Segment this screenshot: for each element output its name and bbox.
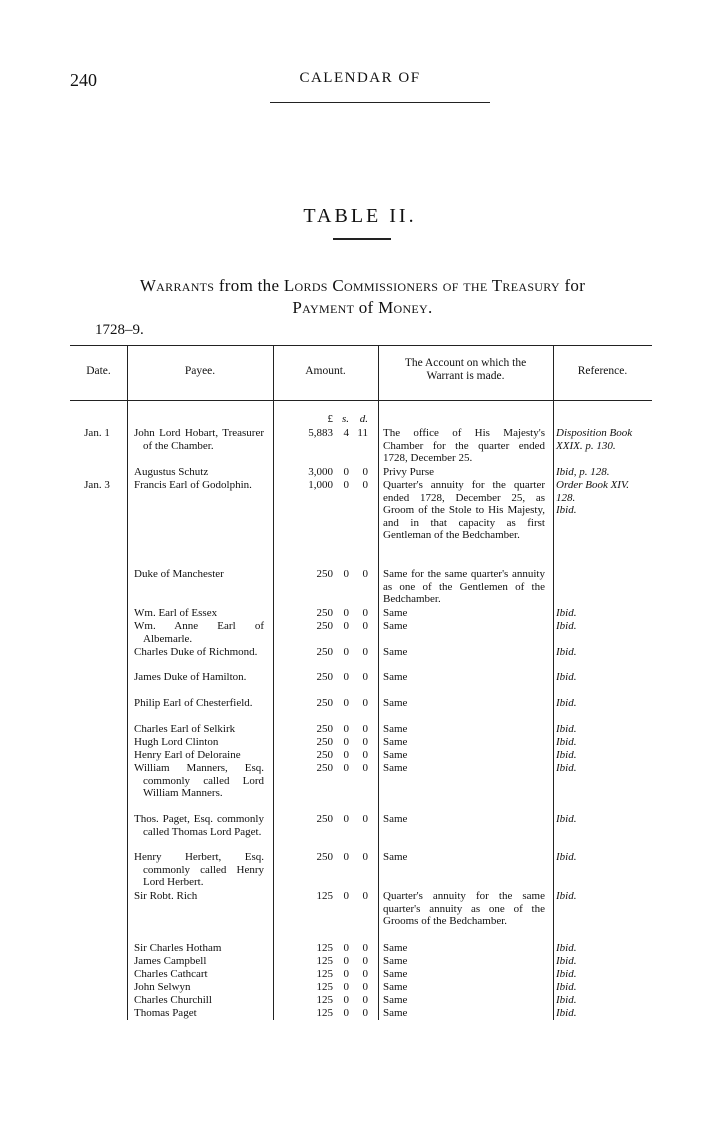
amount-shillings: 0	[343, 762, 349, 774]
payee-cell: Augustus Schutz	[134, 466, 209, 478]
payee-cell: Francis Earl of Godolphin.	[134, 479, 252, 491]
reference-cell: Ibid.	[556, 762, 577, 774]
account-cell: Same	[383, 1007, 408, 1019]
amount-pence: 0	[362, 620, 368, 632]
amount-pounds: 250	[316, 851, 333, 863]
running-head-rule	[270, 102, 490, 103]
unit-shillings: s.	[341, 413, 349, 425]
amount-pence: 0	[362, 736, 368, 748]
column-rule	[127, 345, 128, 1020]
amount-shillings: 0	[343, 723, 349, 735]
amount-pence: 0	[362, 955, 368, 967]
amount-pounds: 250	[316, 749, 333, 761]
amount-shillings: 0	[343, 942, 349, 954]
table-title-rule	[333, 238, 391, 240]
reference-cell: Ibid.	[556, 646, 577, 658]
amount-pounds: 125	[316, 1007, 333, 1019]
account-cell: Same	[383, 955, 408, 967]
reference-cell: Ibid.	[556, 723, 577, 735]
amount-pence: 0	[362, 762, 368, 774]
reference-cell: Ibid.	[556, 607, 577, 619]
amount-shillings: 0	[343, 890, 349, 902]
caption-for: for	[559, 276, 586, 295]
amount-shillings: 4	[343, 427, 349, 439]
amount-pounds: 250	[316, 762, 333, 774]
payee-cell: Hugh Lord Clinton	[134, 736, 219, 748]
amount-shillings: 0	[343, 607, 349, 619]
account-cell: Privy Purse	[383, 466, 435, 478]
account-cell: Same	[383, 942, 408, 954]
amount-pence: 0	[362, 1007, 368, 1019]
account-cell: Same	[383, 968, 408, 980]
payee-cell: Wm. Earl of Essex	[134, 607, 218, 619]
amount-pence: 0	[362, 851, 368, 863]
payee-cell: Duke of Manchester	[134, 568, 224, 580]
table-caption	[70, 275, 655, 319]
column-rule	[553, 345, 554, 1020]
page-number: 240	[70, 70, 97, 90]
amount-shillings: 0	[343, 646, 349, 658]
amount-shillings: 0	[343, 749, 349, 761]
payee-cell: Henry Herbert, Esq. commonly called Henry Lord Herbert.	[134, 851, 264, 889]
payee-cell: Charles Cathcart	[134, 968, 208, 980]
amount-pounds: 125	[316, 955, 333, 967]
account-cell: Same	[383, 723, 408, 735]
payee-cell: Thomas Paget	[134, 1007, 197, 1019]
amount-shillings: 0	[343, 620, 349, 632]
reference-cell: Ibid.	[556, 968, 577, 980]
date-cell: Jan. 3	[84, 479, 110, 491]
reference-cell: Ibid.	[556, 955, 577, 967]
amount-pounds: 250	[316, 813, 333, 825]
account-cell: Same	[383, 607, 408, 619]
amount-pence: 0	[362, 994, 368, 1006]
amount-pounds: 1,000	[308, 479, 333, 491]
amount-pence: 0	[362, 568, 368, 580]
amount-pounds: 250	[316, 723, 333, 735]
reference-cell: Ibid.	[556, 697, 577, 709]
reference-cell: Ibid.	[556, 994, 577, 1006]
header-reference: Reference.	[577, 365, 628, 377]
caption-lords: Lords Commissioners of the Treasury	[283, 276, 560, 295]
account-cell: Quarter's annuity for the quarter ended 1728, December 25, as Groom of the Stole to His Majesty, and in that capacity as first Gentleman of the Bedchamber.	[383, 479, 545, 542]
account-cell: Same	[383, 762, 408, 774]
amount-pence: 0	[362, 968, 368, 980]
amount-pounds: 125	[316, 942, 333, 954]
date-cell: Jan. 1	[84, 427, 110, 439]
reference-cell: Ibid.	[556, 851, 577, 863]
account-cell: Same	[383, 981, 408, 993]
amount-pounds: 250	[316, 671, 333, 683]
reference-cell: Ibid.	[556, 749, 577, 761]
account-cell: Same	[383, 671, 408, 683]
payee-cell: William Manners, Esq. commonly called Lord William Manners.	[134, 762, 264, 800]
reference-cell: Order Book XIV. 128. Ibid.	[556, 479, 630, 517]
amount-pence: 0	[362, 942, 368, 954]
reference-cell: Ibid.	[556, 890, 577, 902]
amount-pounds: 250	[316, 646, 333, 658]
amount-shillings: 0	[343, 697, 349, 709]
amount-pounds: 125	[316, 968, 333, 980]
account-cell: Same	[383, 620, 408, 632]
account-cell: Same	[383, 697, 408, 709]
reference-cell: Ibid.	[556, 1007, 577, 1019]
caption-warrants: Warrants	[139, 276, 215, 295]
reference-cell: Ibid.	[556, 981, 577, 993]
amount-pence: 0	[362, 646, 368, 658]
reference-cell: Ibid.	[556, 813, 577, 825]
amount-pence: 0	[362, 890, 368, 902]
amount-shillings: 0	[343, 955, 349, 967]
amount-pounds: 125	[316, 994, 333, 1006]
header-bottom-rule	[70, 400, 652, 401]
amount-pounds: 125	[316, 890, 333, 902]
account-cell: Same	[383, 813, 408, 825]
amount-pence: 0	[362, 813, 368, 825]
payee-cell: Henry Earl of Deloraine	[134, 749, 241, 761]
running-head: CALENDAR OF	[299, 70, 421, 86]
amount-shillings: 0	[343, 568, 349, 580]
amount-pence: 0	[362, 723, 368, 735]
year-label: 1728–9.	[95, 322, 144, 338]
reference-cell: Ibid.	[556, 620, 577, 632]
amount-pounds: 250	[316, 568, 333, 580]
payee-cell: Philip Earl of Chesterfield.	[134, 697, 253, 709]
header-payee: Payee.	[184, 365, 216, 377]
account-cell: Same for the same quarter's annuity as one of the Gentlemen of the Bedchamber.	[383, 568, 545, 606]
amount-pounds: 125	[316, 981, 333, 993]
payee-cell: Thos. Paget, Esq. commonly called Thomas Lord Paget.	[134, 813, 264, 838]
unit-pence: d.	[359, 413, 368, 425]
amount-shillings: 0	[343, 671, 349, 683]
amount-shillings: 0	[343, 466, 349, 478]
payee-cell: James Duke of Hamilton.	[134, 671, 247, 683]
amount-shillings: 0	[343, 994, 349, 1006]
unit-pounds: £	[327, 413, 333, 425]
caption-of: of	[354, 298, 379, 317]
amount-pence: 0	[362, 607, 368, 619]
amount-pounds: 250	[316, 607, 333, 619]
amount-pence: 11	[357, 427, 368, 439]
amount-shillings: 0	[343, 851, 349, 863]
reference-cell: Ibid.	[556, 736, 577, 748]
amount-shillings: 0	[343, 813, 349, 825]
reference-secondary: Ibid.	[556, 504, 577, 517]
amount-shillings: 0	[343, 1007, 349, 1019]
payee-cell: Sir Robt. Rich	[134, 890, 198, 902]
caption-money: Money.	[378, 298, 433, 317]
reference-cell: Ibid.	[556, 942, 577, 954]
caption-from: from the	[214, 276, 284, 295]
account-cell: Same	[383, 749, 408, 761]
column-rule	[378, 345, 379, 1020]
payee-cell: Charles Earl of Selkirk	[134, 723, 236, 735]
payee-cell: James Campbell	[134, 955, 207, 967]
header-account: The Account on which the Warrant is made.	[404, 357, 527, 382]
amount-pounds: 250	[316, 736, 333, 748]
reference-cell: Disposition Book XXIX. p. 130.	[556, 427, 633, 452]
account-cell: Same	[383, 851, 408, 863]
amount-pence: 0	[362, 479, 368, 491]
table-title: TABLE II.	[303, 205, 417, 227]
amount-pounds: 3,000	[308, 466, 333, 478]
account-cell: The office of His Majesty's Chamber for the quarter ended 1728, December 25.	[383, 427, 545, 465]
amount-shillings: 0	[343, 736, 349, 748]
column-rule	[273, 345, 274, 1020]
payee-cell: John Selwyn	[134, 981, 191, 993]
amount-pence: 0	[362, 697, 368, 709]
header-date: Date.	[86, 365, 111, 377]
amount-pounds: 250	[316, 697, 333, 709]
payee-cell: Charles Churchill	[134, 994, 212, 1006]
amount-pence: 0	[362, 671, 368, 683]
payee-cell: Charles Duke of Richmond.	[134, 646, 258, 658]
payee-cell: John Lord Hobart, Treasurer of the Chamber.	[134, 427, 264, 452]
caption-payment: Payment	[292, 298, 355, 317]
amount-pounds: 250	[316, 620, 333, 632]
payee-cell: Wm. Anne Earl of Albemarle.	[134, 620, 264, 645]
amount-pence: 0	[362, 466, 368, 478]
payee-cell: Sir Charles Hotham	[134, 942, 222, 954]
amount-pence: 0	[362, 749, 368, 761]
account-cell: Same	[383, 736, 408, 748]
amount-pounds: 5,883	[308, 427, 333, 439]
amount-shillings: 0	[343, 968, 349, 980]
account-cell: Quarter's annuity for the same quarter's annuity as one of the Grooms of the Bedchamber.	[383, 890, 545, 928]
table-top-rule	[70, 345, 652, 346]
amount-pence: 0	[362, 981, 368, 993]
account-cell: Same	[383, 646, 408, 658]
account-cell: Same	[383, 994, 408, 1006]
reference-cell: Ibid, p. 128.	[556, 466, 610, 478]
amount-shillings: 0	[343, 981, 349, 993]
reference-cell: Ibid.	[556, 671, 577, 683]
header-amount: Amount.	[305, 365, 346, 377]
amount-shillings: 0	[343, 479, 349, 491]
